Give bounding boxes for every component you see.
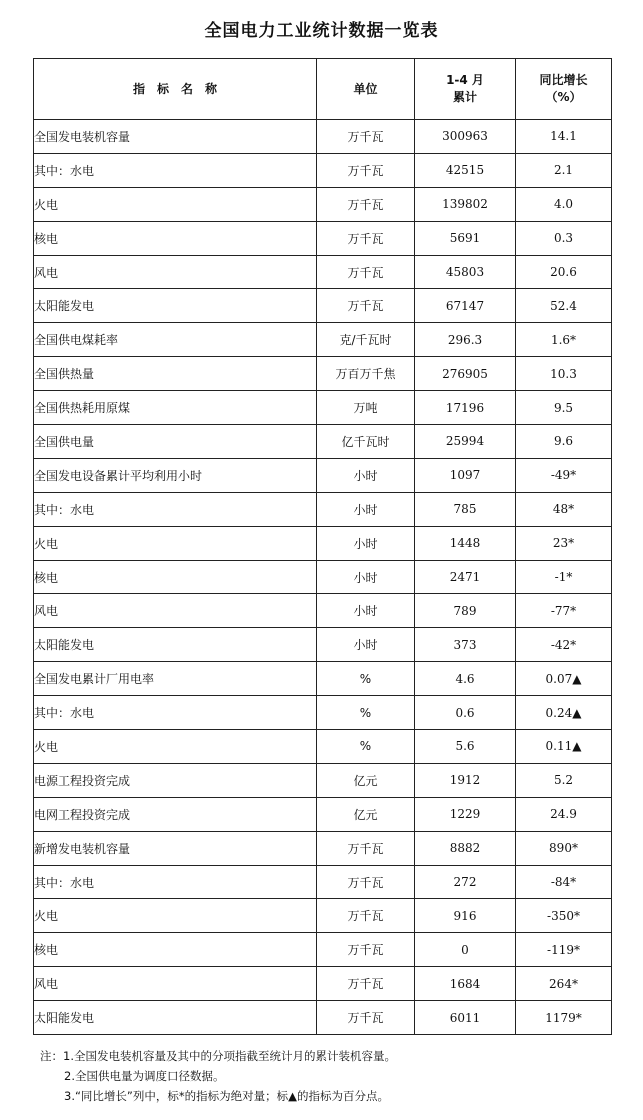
unit-cell: 亿元 — [317, 797, 415, 831]
value-cell: 0 — [415, 933, 516, 967]
table-row — [34, 153, 612, 187]
table-row — [34, 255, 612, 289]
yoy-growth-cell: 5.2 — [516, 763, 612, 797]
value-cell: 45803 — [415, 255, 516, 289]
value-cell: 1097 — [415, 458, 516, 492]
header-yoy-line2: （%） — [545, 90, 582, 104]
indicator-name-cell: 风电 — [34, 594, 317, 628]
table-row — [34, 967, 612, 1001]
yoy-growth-cell: 2.1 — [516, 153, 612, 187]
indicator-name-cell: 火电 — [34, 187, 317, 221]
indicator-name-cell: 全国发电累计厂用电率 — [34, 662, 317, 696]
table-row — [34, 696, 612, 730]
yoy-growth-cell: 0.24▲ — [516, 696, 612, 730]
indicator-name-cell: 全国供电煤耗率 — [34, 323, 317, 357]
indicator-name-cell: 其中：水电 — [34, 696, 317, 730]
indicator-name-cell: 电源工程投资完成 — [34, 763, 317, 797]
unit-cell: 亿元 — [317, 763, 415, 797]
indicator-name-cell: 火电 — [34, 730, 317, 764]
unit-cell: 万百万千焦 — [317, 357, 415, 391]
header-indicator-name — [34, 59, 317, 120]
unit-cell: 万千瓦 — [317, 865, 415, 899]
table-row — [34, 730, 612, 764]
value-cell: 1684 — [415, 967, 516, 1001]
yoy-growth-cell: 14.1 — [516, 120, 612, 154]
footnotes — [40, 1046, 630, 1106]
indicator-name-cell: 太阳能发电 — [34, 628, 317, 662]
yoy-growth-cell: 24.9 — [516, 797, 612, 831]
yoy-growth-cell: 20.6 — [516, 255, 612, 289]
yoy-growth-cell: 1179* — [516, 1001, 612, 1035]
yoy-growth-cell: 9.6 — [516, 425, 612, 459]
table-row — [34, 120, 612, 154]
header-unit — [317, 59, 415, 120]
unit-cell: 万千瓦 — [317, 255, 415, 289]
yoy-growth-cell: -77* — [516, 594, 612, 628]
value-cell: 272 — [415, 865, 516, 899]
yoy-growth-cell: 264* — [516, 967, 612, 1001]
yoy-growth-cell: 890* — [516, 831, 612, 865]
indicator-name-cell: 太阳能发电 — [34, 289, 317, 323]
header-period-line1: 1-4 月 — [446, 73, 484, 87]
unit-cell: 克/千瓦时 — [317, 323, 415, 357]
header-period — [415, 59, 516, 120]
indicator-name-cell: 全国发电装机容量 — [34, 120, 317, 154]
unit-cell: 小时 — [317, 628, 415, 662]
value-cell: 789 — [415, 594, 516, 628]
header-unit-label: 单位 — [353, 81, 378, 96]
table-row — [34, 425, 612, 459]
indicator-name-cell: 全国供热耗用原煤 — [34, 391, 317, 425]
indicator-name-cell: 全国供电量 — [34, 425, 317, 459]
unit-cell: % — [317, 730, 415, 764]
table-row — [34, 323, 612, 357]
value-cell: 8882 — [415, 831, 516, 865]
unit-cell: 万千瓦 — [317, 831, 415, 865]
yoy-growth-cell: 0.11▲ — [516, 730, 612, 764]
value-cell: 139802 — [415, 187, 516, 221]
indicator-name-cell: 风电 — [34, 967, 317, 1001]
unit-cell: 万千瓦 — [317, 899, 415, 933]
indicator-name-cell: 全国供热量 — [34, 357, 317, 391]
value-cell: 0.6 — [415, 696, 516, 730]
unit-cell: 小时 — [317, 594, 415, 628]
indicator-name-cell: 风电 — [34, 255, 317, 289]
yoy-growth-cell: 9.5 — [516, 391, 612, 425]
value-cell: 373 — [415, 628, 516, 662]
value-cell: 6011 — [415, 1001, 516, 1035]
indicator-name-cell: 火电 — [34, 899, 317, 933]
indicator-name-cell: 核电 — [34, 933, 317, 967]
yoy-growth-cell: -49* — [516, 458, 612, 492]
unit-cell: 小时 — [317, 492, 415, 526]
unit-cell: 万千瓦 — [317, 153, 415, 187]
indicator-name-cell: 核电 — [34, 221, 317, 255]
footnote-2: 2.全国供电量为调度口径数据。 — [64, 1069, 225, 1083]
unit-cell: 万千瓦 — [317, 1001, 415, 1035]
table-row — [34, 797, 612, 831]
indicator-name-cell: 太阳能发电 — [34, 1001, 317, 1035]
value-cell: 1448 — [415, 526, 516, 560]
indicator-name-cell: 新增发电装机容量 — [34, 831, 317, 865]
unit-cell: 万千瓦 — [317, 289, 415, 323]
value-cell: 5.6 — [415, 730, 516, 764]
value-cell: 785 — [415, 492, 516, 526]
yoy-growth-cell: -350* — [516, 899, 612, 933]
table-row — [34, 492, 612, 526]
yoy-growth-cell: -84* — [516, 865, 612, 899]
table-body — [34, 120, 612, 1035]
unit-cell: 亿千瓦时 — [317, 425, 415, 459]
yoy-growth-cell: 10.3 — [516, 357, 612, 391]
table-row — [34, 221, 612, 255]
table-row — [34, 899, 612, 933]
footnote-1: 注：1.全国发电装机容量及其中的分项指截至统计月的累计装机容量。 — [40, 1049, 396, 1063]
indicator-name-cell: 火电 — [34, 526, 317, 560]
yoy-growth-cell: -1* — [516, 560, 612, 594]
value-cell: 42515 — [415, 153, 516, 187]
header-period-line2: 累计 — [452, 90, 477, 104]
yoy-growth-cell: 0.3 — [516, 221, 612, 255]
table-row — [34, 458, 612, 492]
table-row — [34, 628, 612, 662]
unit-cell: 万千瓦 — [317, 120, 415, 154]
yoy-growth-cell: 0.07▲ — [516, 662, 612, 696]
table-row — [34, 662, 612, 696]
footnote-3: 3.“同比增长”列中，标*的指标为绝对量；标▲的指标为百分点。 — [64, 1089, 389, 1103]
table-row — [34, 526, 612, 560]
unit-cell: 万千瓦 — [317, 967, 415, 1001]
table-row — [34, 560, 612, 594]
value-cell: 67147 — [415, 289, 516, 323]
value-cell: 296.3 — [415, 323, 516, 357]
table-row — [34, 391, 612, 425]
unit-cell: 万千瓦 — [317, 221, 415, 255]
header-indicator-name-label: 指 标 名 称 — [132, 81, 217, 96]
unit-cell: 小时 — [317, 526, 415, 560]
indicator-name-cell: 电网工程投资完成 — [34, 797, 317, 831]
value-cell: 2471 — [415, 560, 516, 594]
value-cell: 276905 — [415, 357, 516, 391]
header-yoy-line1: 同比增长 — [539, 73, 588, 87]
table-header — [34, 59, 612, 120]
unit-cell: 小时 — [317, 458, 415, 492]
table-row — [34, 763, 612, 797]
table-row — [34, 933, 612, 967]
value-cell: 5691 — [415, 221, 516, 255]
value-cell: 25994 — [415, 425, 516, 459]
table-row — [34, 289, 612, 323]
table-row — [34, 865, 612, 899]
unit-cell: % — [317, 662, 415, 696]
table-row — [34, 594, 612, 628]
yoy-growth-cell: 52.4 — [516, 289, 612, 323]
value-cell: 1912 — [415, 763, 516, 797]
table-row — [34, 187, 612, 221]
indicator-name-cell: 全国发电设备累计平均利用小时 — [34, 458, 317, 492]
unit-cell: 小时 — [317, 560, 415, 594]
statistics-table — [33, 58, 612, 1035]
value-cell: 916 — [415, 899, 516, 933]
table-row — [34, 1001, 612, 1035]
value-cell: 1229 — [415, 797, 516, 831]
yoy-growth-cell: 4.0 — [516, 187, 612, 221]
value-cell: 17196 — [415, 391, 516, 425]
value-cell: 4.6 — [415, 662, 516, 696]
indicator-name-cell: 其中：水电 — [34, 492, 317, 526]
header-yoy — [516, 59, 612, 120]
page-title: 全国电力工业统计数据一览表 — [204, 21, 439, 41]
indicator-name-cell: 其中：水电 — [34, 153, 317, 187]
yoy-growth-cell: -119* — [516, 933, 612, 967]
yoy-growth-cell: 1.6* — [516, 323, 612, 357]
unit-cell: 万吨 — [317, 391, 415, 425]
table-row — [34, 357, 612, 391]
yoy-growth-cell: 48* — [516, 492, 612, 526]
unit-cell: % — [317, 696, 415, 730]
indicator-name-cell: 核电 — [34, 560, 317, 594]
value-cell: 300963 — [415, 120, 516, 154]
yoy-growth-cell: -42* — [516, 628, 612, 662]
indicator-name-cell: 其中：水电 — [34, 865, 317, 899]
table-row — [34, 831, 612, 865]
unit-cell: 万千瓦 — [317, 933, 415, 967]
unit-cell: 万千瓦 — [317, 187, 415, 221]
yoy-growth-cell: 23* — [516, 526, 612, 560]
